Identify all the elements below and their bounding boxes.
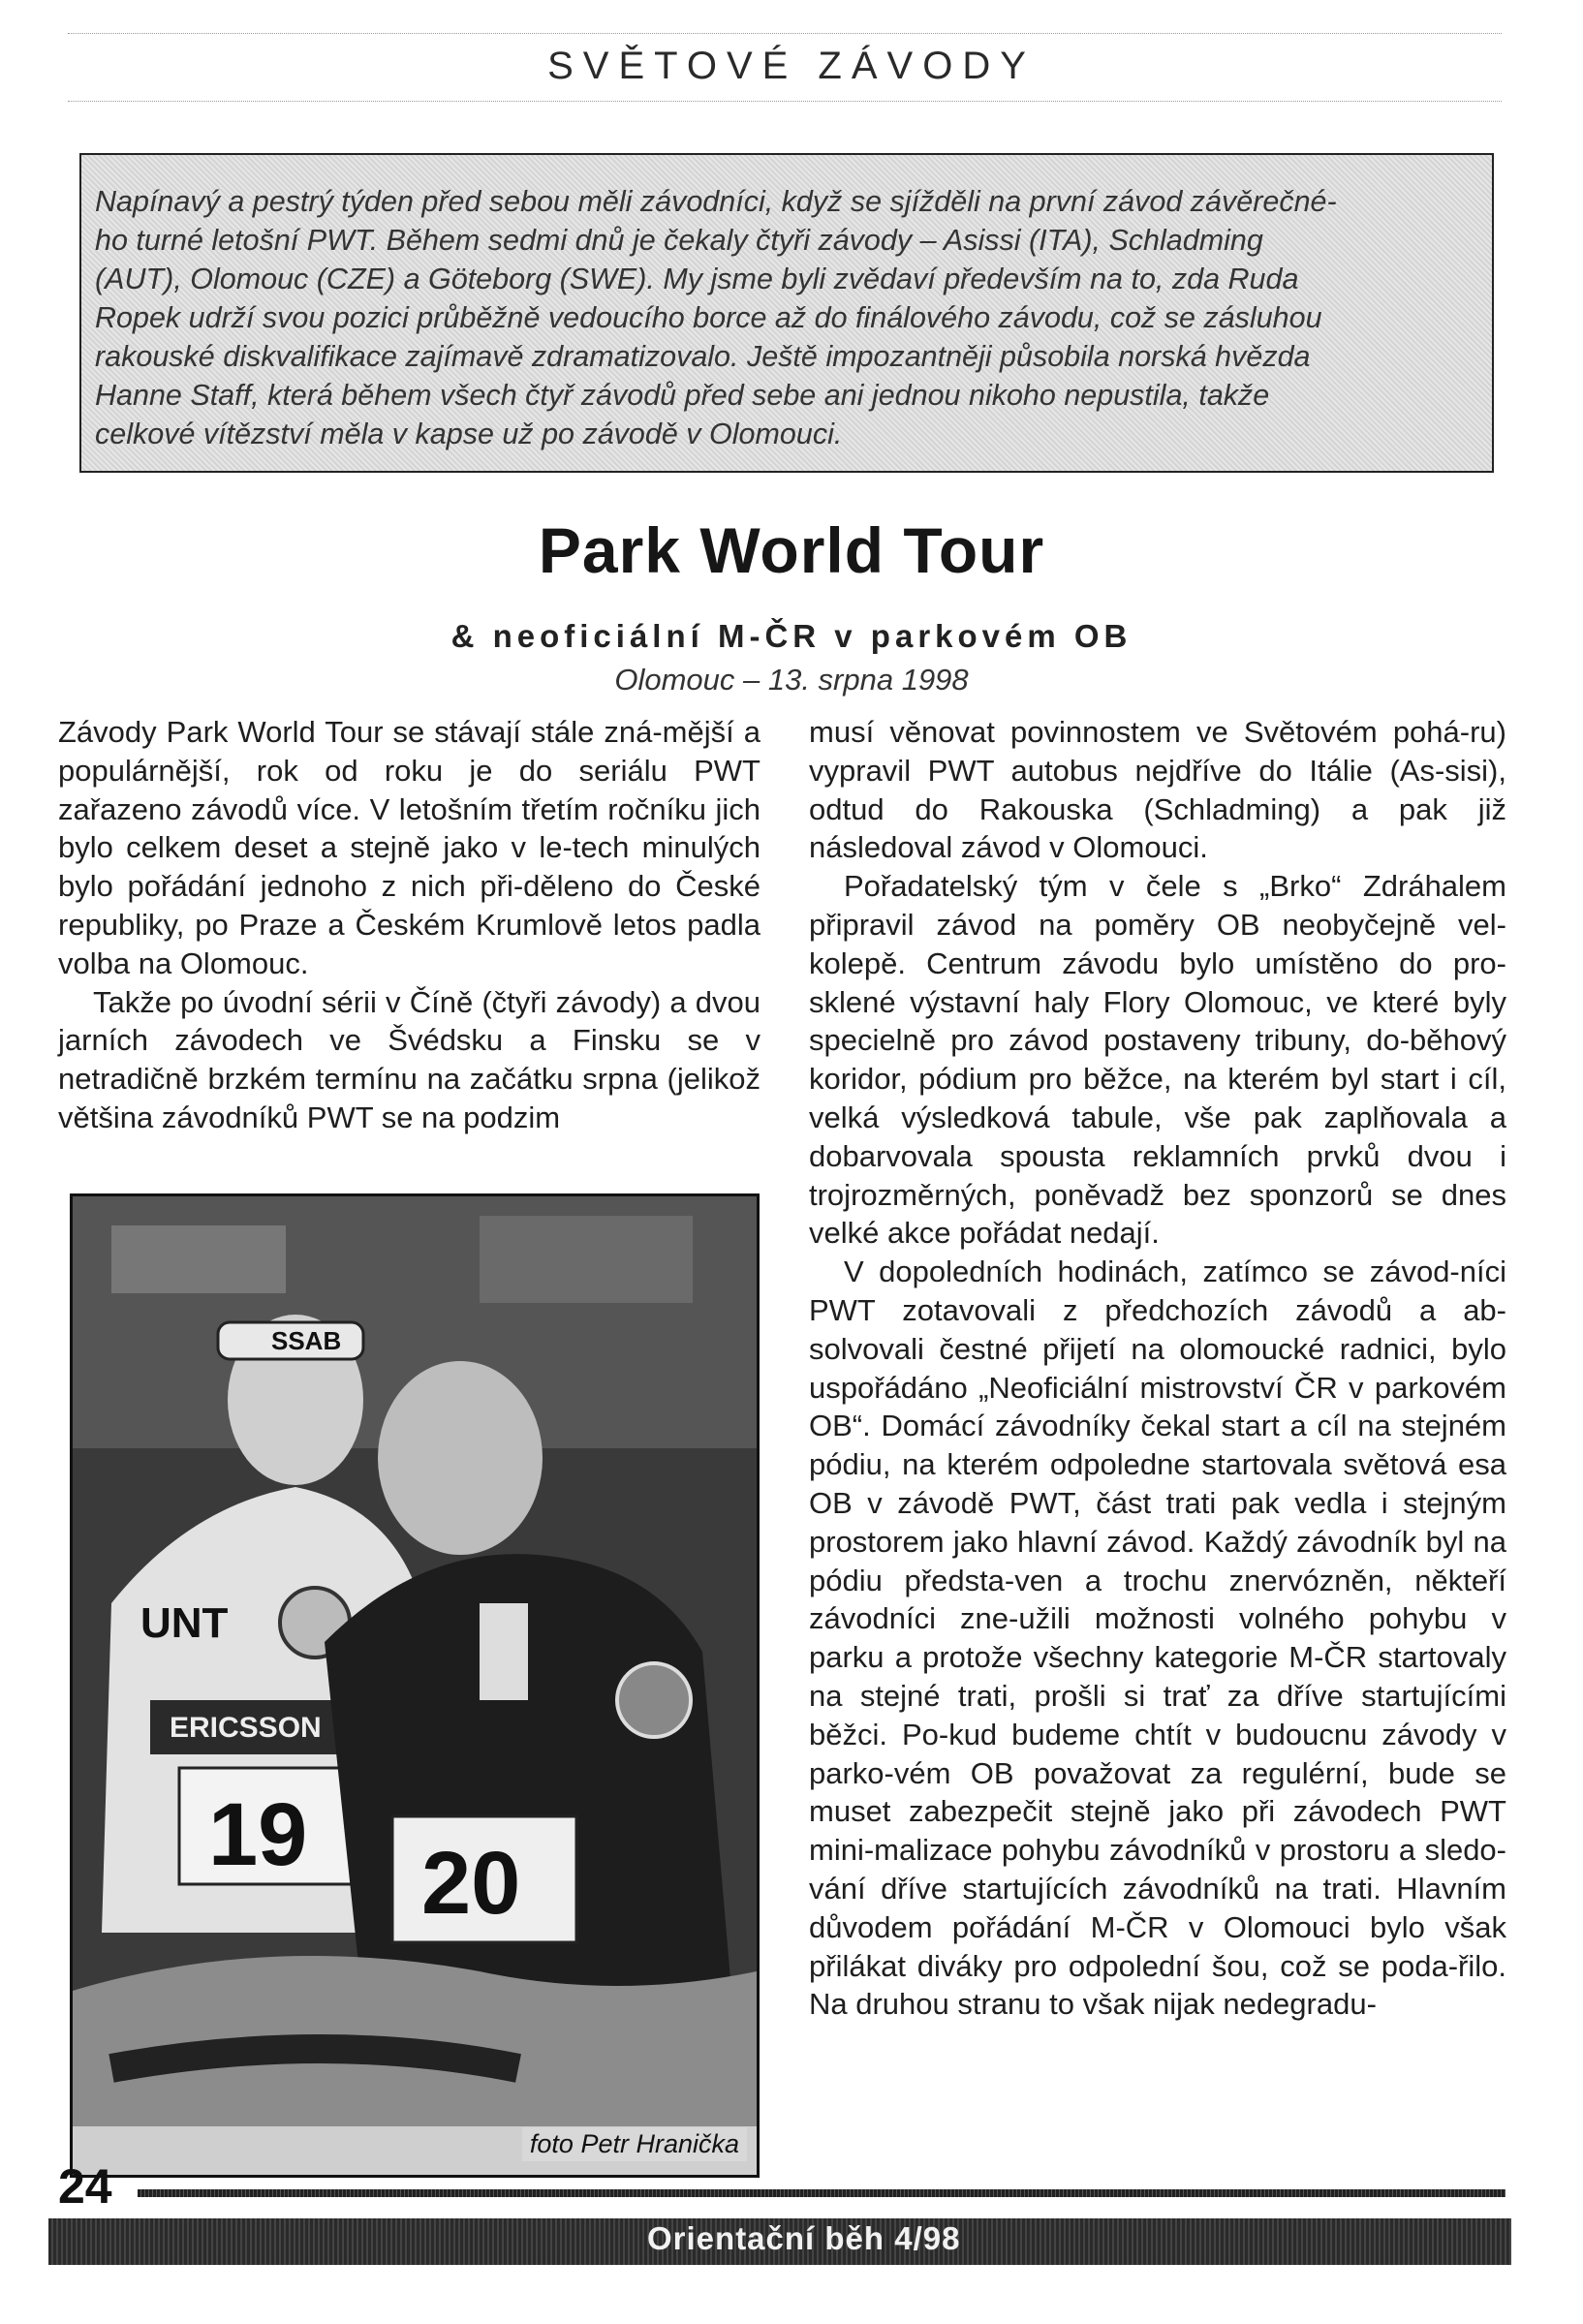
page-number-rule [138,2189,1505,2197]
intro-line: Ropek udrží svou pozici průběžně vedoucího borce až do finálového závodu, což se zásluhou [95,301,1322,334]
photo-jersey-brand: UNT [140,1599,229,1647]
article-paragraph: Pořadatelský tým v čele s „Brko“ Zdráhalem připravil závod na poměry OB neobyčejně vel-kolepě. Centrum závodu bylo umístěno do pro-sklené výstavní haly Flory Olomouc, ve které byly specielně pro závod postaveny tribuny, do-běhový koridor, pódium pro běžce, na kterém byl start i cíl, velká výsledková tabule, vše pak zaplňovala a dobarvovala spousta reklamních prvků dvou i trojrozměrných, poněvadž bez sponzorů se dnes velké akce pořádat nedají. [809,869,1506,1251]
article-paragraph: musí věnovat povinnostem ve Světovém pohá-ru) vypravil PWT autobus nejdříve do Itálie (As-sisi), odtud do Rakouska (Schladming) a pak již následoval závod v Olomouci. [809,715,1506,865]
article-column-right [809,713,1506,2024]
header-rule-top [68,33,1502,34]
photo-headband-text: SSAB [271,1326,342,1355]
article-column-left [58,713,760,1137]
article-title: Park World Tour [538,514,1045,586]
article-paragraph: V dopoledních hodinách, zatímco se závod-níci PWT zotavovali z předchozích závodů a ab-solvovali čestné přijetí na olomoucké radnici, bylo uspořádáno „Neoficiální mistrovství ČR v parkovém OB“. Domácí závodníky čekal start a cíl na stejném pódiu, na kterém odpoledne startovala světová esa OB v závodě PWT, část trati pak vedla i stejným prostorem jako hlavní závod. Každý závodník byl na pódiu předsta-ven a trochu znervózněn, někteří závodníci zne-užili možnosti volného pohybu v parku a protože všechny kategorie M-ČR startovaly na stejné trati, prošli si trať za dříve startujícími běžci. Po-kud budeme chtít v budoucnu závody v parko-vém OB považovat za regulérní, bude se muset zabezpečit stejně jako při závodech PWT mini-malizace pohybu závodníků v prostoru a sledo-vání dříve startujících závodníků na trati. Hlavním důvodem pořádání M-ČR v Olomouci bylo však přilákat diváky pro odpolední šou, což se poda-řilo. Na druhou stranu to však nijak nedegradu- [809,1255,1506,2022]
page-number: 24 [58,2159,112,2214]
photo-credit: foto Petr Hranička [522,2127,747,2161]
magazine-title: Orientační běh 4/98 [647,2220,961,2256]
intro-line: Hanne Staff, která během všech čtyř závodů před sebe ani jednou nikoho nepustila, takže [95,379,1270,412]
article-paragraph: Takže po úvodní sérii v Číně (čtyři závody) a dvou jarních závodech ve Švédsku a Finsku se v netradičně brzkém termínu na začátku srpna (jelikož většina závodníků PWT se na podzim [58,984,760,1134]
article-photo [70,1193,760,2178]
intro-line: Napínavý a pestrý týden před sebou měli závodníci, když se sjížděli na první závod závěrečné- [95,185,1337,218]
header-rule-bottom [68,101,1502,102]
article-subtitle: & neoficiální M-ČR v parkovém OB [450,618,1133,654]
intro-line: (AUT), Olomouc (CZE) a Göteborg (SWE). My jsme byli zvědaví především na to, zda Ruda [95,263,1299,295]
article-dateline: Olomouc – 13. srpna 1998 [614,663,969,697]
photo-jersey-sponsor: ERICSSON [170,1712,322,1744]
intro-line: celkové vítězství měla v kapse už po závodě v Olomouci. [95,418,843,450]
section-title: SVĚTOVÉ ZÁVODY [547,45,1036,87]
photo-illustration [73,1196,757,2175]
intro-line: rakouské diskvalifikace zajímavě zdramatizovalo. Ještě impozantněji působila norská hvězda [95,340,1311,373]
article-paragraph: Závody Park World Tour se stávají stále zná-mější a populárnější, rok od roku je do seriálu PWT zařazeno závodů více. V letošním třetím ročníku jich bylo celkem deset a stejně jako v le-tech minulých bylo pořádání jednoho z nich při-děleno do České republiky, po Praze a Českém Krumlově letos padla volba na Olomouc. [58,715,760,980]
intro-line: ho turné letošní PWT. Během sedmi dnů je čekaly čtyři závody – Asissi (ITA), Schladming [95,224,1263,257]
photo-bib-left: 19 [208,1785,308,1884]
intro-box [79,153,1494,473]
photo-bib-right: 20 [421,1834,521,1933]
